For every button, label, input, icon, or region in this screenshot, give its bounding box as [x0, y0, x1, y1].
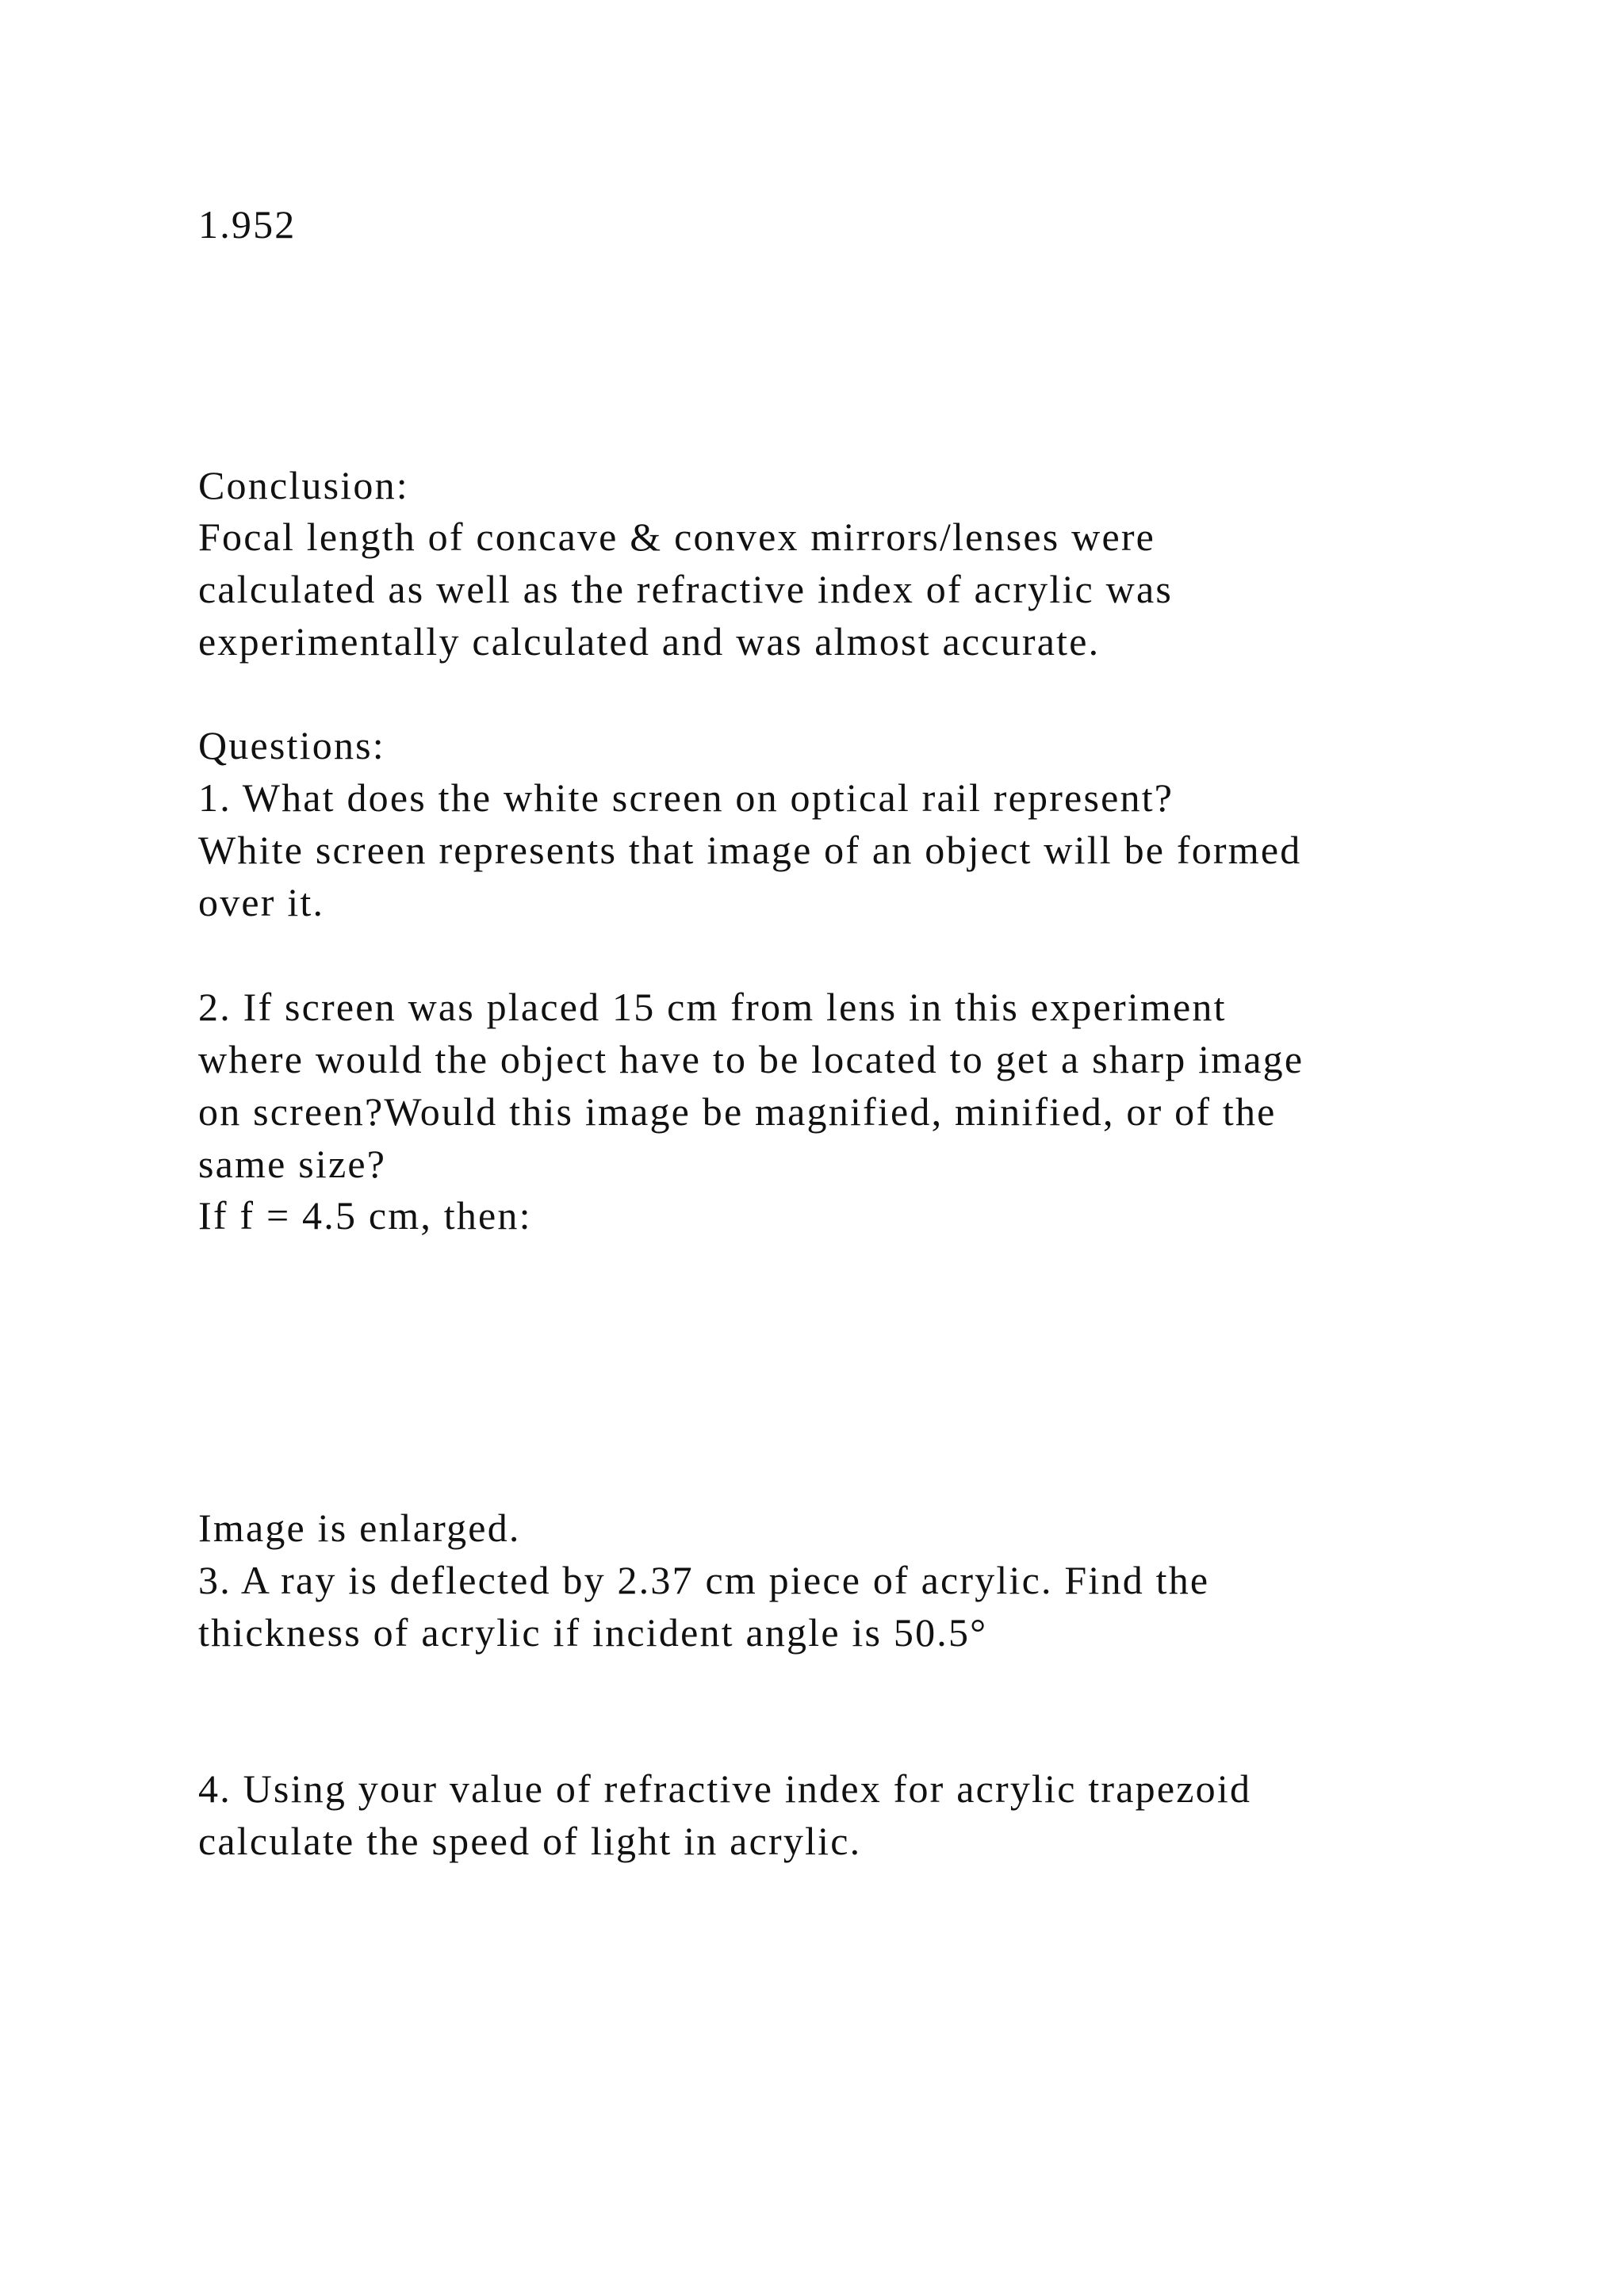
conclusion-heading: Conclusion: [198, 463, 409, 507]
question-2-line: same size? [198, 1142, 387, 1186]
answer-2-result: Image is enlarged. [198, 1506, 521, 1550]
conclusion-line: Focal length of concave & convex mirrors/lenses were [198, 515, 1156, 559]
question-4-line: calculate the speed of light in acrylic. [198, 1819, 862, 1863]
question-2-line: where would the object have to be located to get a sharp image [198, 1037, 1304, 1081]
question-2-line: on screen?Would this image be magnified, minified, or of the [198, 1089, 1277, 1134]
conclusion-line: experimentally calculated and was almost accurate. [198, 619, 1101, 664]
top-value: 1.952 [198, 202, 297, 247]
question-3-line: thickness of acrylic if incident angle is 50.5° [198, 1610, 988, 1655]
answer-2-intro: If f = 4.5 cm, then: [198, 1193, 532, 1238]
answer-1-line: White screen represents that image of an object will be formed [198, 828, 1302, 872]
answer-1-line: over it. [198, 880, 325, 924]
question-4-line: 4. Using your value of refractive index for acrylic trapezoid [198, 1766, 1252, 1811]
question-2-line: 2. If screen was placed 15 cm from lens in this experiment [198, 985, 1227, 1029]
questions-heading: Questions: [198, 723, 385, 767]
question-1: 1. What does the white screen on optical rail represent? [198, 775, 1174, 820]
question-3-line: 3. A ray is deflected by 2.37 cm piece of acrylic. Find the [198, 1558, 1210, 1602]
conclusion-line: calculated as well as the refractive index of acrylic was [198, 567, 1174, 611]
